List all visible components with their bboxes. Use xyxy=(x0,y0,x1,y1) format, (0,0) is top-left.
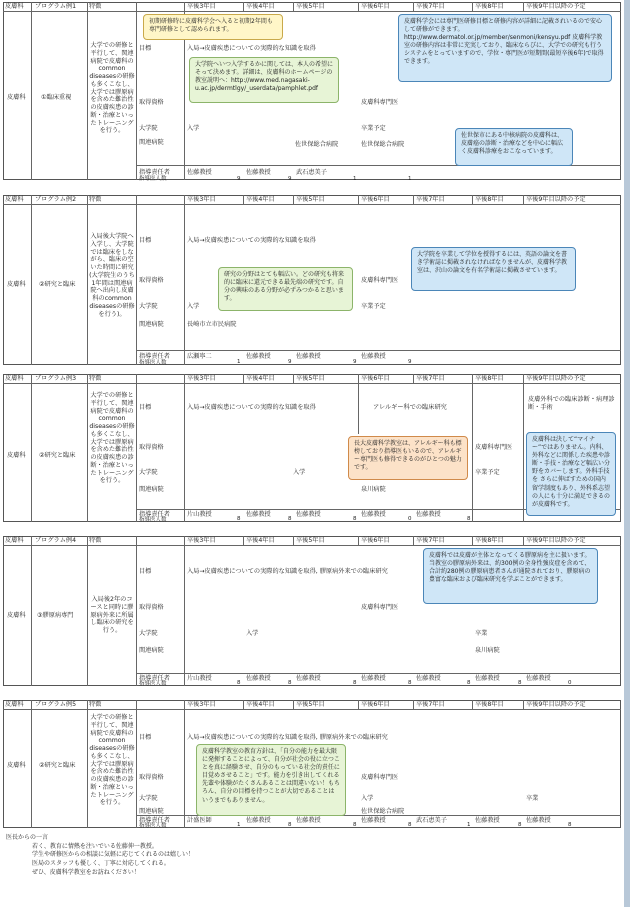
count-2: 8 xyxy=(288,680,292,686)
program-feature: 入局後2年のコースと同時に膠原病外来に所属し臨床の研究を行う。 xyxy=(90,596,134,634)
header-year8: 卒後8年目 xyxy=(475,375,504,382)
row-instr-a: 指導責任者 xyxy=(139,675,170,682)
header-dept: 皮膚科 xyxy=(5,196,24,203)
row-hosp: 関連病院 xyxy=(139,139,164,146)
footer-line: 医局のスタッフも優しく、丁寧に対応してくれる。 xyxy=(32,860,170,868)
footer-line: 若く、教育に情熱を注いでいる佐藤伸一教授。 xyxy=(32,842,158,850)
count-2: 9 xyxy=(288,359,292,365)
header-year6: 卒後6年目 xyxy=(361,3,390,10)
program-block-1 xyxy=(3,2,621,180)
row-instr-b: 指導医人数 xyxy=(139,517,167,523)
header-dept: 皮膚科 xyxy=(5,537,24,544)
row-instr-a: 指導責任者 xyxy=(139,353,170,360)
instructor-4: 佐藤教授 xyxy=(361,675,386,682)
grad-start: 入学 xyxy=(246,630,259,637)
hosp-text: 泉川病院 xyxy=(361,486,386,493)
note-bubble: 大学院へいつ入学するかに関しては、本人の希望にそって決めます。詳細は、皮膚科のホームページの教室説明へ：http://www.med.nagasaki-u.ac.jp/dermtlgy/_userdata/pamphlet.pdf xyxy=(189,57,339,103)
row-instr-a: 指導責任者 xyxy=(139,169,170,176)
footer-line: 学生や研修医からの相談に気軽に応じてくれるのは嬉しい！ xyxy=(32,851,195,859)
header-feature: 特徴 xyxy=(89,375,102,382)
qual-text: 皮膚科専門医 xyxy=(361,604,399,611)
program-title: プログラム例2 xyxy=(35,196,76,203)
count-3: 8 xyxy=(353,680,357,686)
dept-cell: 皮膚科 xyxy=(7,94,26,101)
note-bubble: 初期研修時に皮膚科学会へ入ると初期2年間も専門研修として認められます。 xyxy=(143,14,283,40)
header-year9: 卒後9年目以降の予定 xyxy=(526,375,586,382)
program-title: プログラム例5 xyxy=(35,701,76,708)
header-year7: 卒後7年目 xyxy=(416,196,445,203)
note-bubble: 皮膚科は決して“マイナー”ではありません。内科、外科などに関係した疾患や診断・手技・治療など幅広い分野をカバーします。外科手技を さらに伸ばすための国内留学制度もあり、外科系志望の人にも十分に満足できるのが皮膚科です。 xyxy=(526,432,616,516)
instructor-7: 佐藤教授 xyxy=(526,675,551,682)
row-goal: 目標 xyxy=(139,734,152,741)
row-instr-b: 指導医人数 xyxy=(139,823,167,829)
instructor-5: 武石恵美子 xyxy=(416,817,447,824)
instructor-3: 佐藤教授 xyxy=(296,353,321,360)
header-year5: 卒後5年目 xyxy=(296,701,325,708)
count-1: 8 xyxy=(237,680,241,686)
program-feature: 大学での研修と平行して、関連病院で皮膚科のcommon diseasesの研修も多くこなし、大学では膠原病を含めた難治性の皮膚疾患の診断・治療といったトレーニングを行う。 xyxy=(89,714,135,807)
footer-comment xyxy=(6,834,194,877)
program-name: ③膠原病専門 xyxy=(37,612,74,619)
header-year7: 卒後7年目 xyxy=(416,375,445,382)
header-year9: 卒後9年目以降の予定 xyxy=(526,701,586,708)
hosp-text: 長崎市立市民病院 xyxy=(187,321,237,328)
goal-text: 入局→皮膚疾患についての実際的な知識を取得 xyxy=(187,404,316,411)
row-goal: 目標 xyxy=(139,237,152,244)
header-feature: 特徴 xyxy=(89,537,102,544)
row-qual: 取得資格 xyxy=(139,444,164,451)
header-year4: 卒後4年目 xyxy=(246,196,275,203)
qual-text: 皮膚科専門医 xyxy=(475,444,513,451)
row-grad: 大学院 xyxy=(139,469,158,476)
count-7: 0 xyxy=(568,680,572,686)
program-block-3 xyxy=(3,374,621,522)
header-year4: 卒後4年目 xyxy=(246,375,275,382)
grad-start: 入学 xyxy=(293,469,306,476)
program-name: ①臨床重視 xyxy=(41,94,72,101)
header-year7: 卒後7年目 xyxy=(416,701,445,708)
row-hosp: 関連病院 xyxy=(139,321,164,328)
row-hosp: 関連病院 xyxy=(139,808,164,815)
dept-cell: 皮膚科 xyxy=(7,762,26,769)
program-feature: 大学での研修と平行して、関連病院で皮膚科のcommon diseasesの研修も多くこなし、大学では膠原病を含めた難治性の皮膚疾患の診断・治療といったトレーニングを行う。 xyxy=(89,42,135,135)
header-year5: 卒後5年目 xyxy=(296,3,325,10)
hosp-text: 佐世保総合病院 xyxy=(295,141,339,148)
header-year9: 卒後9年目以降の予定 xyxy=(526,3,586,10)
qual-text: 皮膚科専門医 xyxy=(361,277,399,284)
count-4: 1 xyxy=(408,176,412,182)
header-year3: 卒後3年目 xyxy=(187,537,216,544)
hosp-text: 佐世保総合病院 xyxy=(361,808,405,815)
header-year4: 卒後4年目 xyxy=(246,3,275,10)
header-year6: 卒後6年目 xyxy=(361,196,390,203)
row-instr-a: 指導責任者 xyxy=(139,817,170,824)
row-grad: 大学院 xyxy=(139,303,158,310)
note-bubble: 長大皮膚科学教室は、アレルギー科も標榜しており指導医もいるので、アレルギー専門医も修得できるのがひとつの魅力です。 xyxy=(348,436,468,480)
header-year9: 卒後9年目以降の予定 xyxy=(526,537,586,544)
header-feature: 特徴 xyxy=(89,196,102,203)
instructor-4: 佐藤教授 xyxy=(361,511,386,518)
note-bubble: 佐世保市にある中核病院の皮膚科は、皮膚癌の診断・治療などを中心に幅広く皮膚科診療をおこなっています。 xyxy=(455,128,573,166)
header-year5: 卒後5年目 xyxy=(296,196,325,203)
row-qual: 取得資格 xyxy=(139,604,164,611)
row-grad: 大学院 xyxy=(139,630,158,637)
header-year7: 卒後7年目 xyxy=(416,537,445,544)
row-instr-b: 指導医人数 xyxy=(139,681,167,687)
goal-text: 入局→皮膚疾患についての実際的な知識を取得, 膠原病外来での臨床研究 xyxy=(187,734,388,741)
instructor-2: 佐藤教授 xyxy=(246,169,271,176)
instructor-1: 計盛医師 xyxy=(187,817,212,824)
header-year4: 卒後4年目 xyxy=(246,701,275,708)
instructor-5: 佐藤教授 xyxy=(416,675,441,682)
goal-text-3: 皮膚外科での臨床診断・病理診断・手術 xyxy=(528,396,615,411)
count-5: 8 xyxy=(467,516,471,522)
row-grad: 大学院 xyxy=(139,125,158,132)
goal-text-2: アレルギー科での臨床研究 xyxy=(373,404,447,411)
program-block-4 xyxy=(3,536,621,686)
note-bubble: 研究の分野はとても幅広い。どの研究も将来的に臨床に還元できる最先端の研究です。自分の興味のある分野が必ずみつかると思います。 xyxy=(218,267,353,311)
count-3: 9 xyxy=(353,359,357,365)
grad-end: 卒業予定 xyxy=(361,303,386,310)
count-3: 8 xyxy=(353,822,357,828)
program-feature: 大学での研修と平行して、関連病院で皮膚科のcommon diseasesの研修も多くこなし、大学では膠原病を含めた難治性の皮膚疾患の診断・治療といったトレーニングを行う。 xyxy=(89,392,135,485)
hosp-text: 泉川病院 xyxy=(475,647,500,654)
row-hosp: 関連病院 xyxy=(139,486,164,493)
count-7: 8 xyxy=(568,822,572,828)
count-2: 8 xyxy=(288,822,292,828)
dept-cell: 皮膚科 xyxy=(7,612,26,619)
program-title: プログラム例3 xyxy=(35,375,76,382)
row-grad: 大学院 xyxy=(139,795,158,802)
instructor-3: 武石恵美子 xyxy=(296,169,327,176)
instructor-1: 片山教授 xyxy=(187,675,212,682)
row-hosp: 関連病院 xyxy=(139,647,164,654)
hosp-text-2: 佐世保総合病院 xyxy=(361,141,405,148)
dept-cell: 皮膚科 xyxy=(7,452,26,459)
count-5: 8 xyxy=(467,680,471,686)
count-4: 8 xyxy=(408,680,412,686)
header-dept: 皮膚科 xyxy=(5,3,24,10)
count-4: 8 xyxy=(408,822,412,828)
row-instr-b: 指導医人数 xyxy=(139,360,167,366)
header-feature: 特徴 xyxy=(89,701,102,708)
instructor-6: 佐藤教授 xyxy=(475,817,500,824)
header-feature: 特徴 xyxy=(89,3,102,10)
instructor-3: 佐藤教授 xyxy=(296,817,321,824)
grad-end: 卒業予定 xyxy=(475,469,500,476)
instructor-4: 佐藤教授 xyxy=(361,817,386,824)
row-goal: 目標 xyxy=(139,568,152,575)
count-6: 8 xyxy=(518,680,522,686)
instructor-3: 佐藤教授 xyxy=(296,511,321,518)
program-block-2 xyxy=(3,195,621,365)
instructor-7: 佐藤教授 xyxy=(526,817,551,824)
instructor-2: 佐藤教授 xyxy=(246,511,271,518)
goal-text: 入局→皮膚疾患についての実際的な知識を取得, 膠原病外来での臨床研究 xyxy=(187,568,388,575)
header-year6: 卒後6年目 xyxy=(361,701,390,708)
header-year8: 卒後8年目 xyxy=(475,701,504,708)
row-qual: 取得資格 xyxy=(139,277,164,284)
header-year6: 卒後6年目 xyxy=(361,375,390,382)
count-4: 0 xyxy=(408,516,412,522)
count-1: 9 xyxy=(237,176,241,182)
row-instr-b: 指導医人数 xyxy=(139,176,167,182)
note-bubble: 皮膚科では皮膚が主体となってくる膠原病を主に扱います。当教室の膠原病外来は、約300例の全身性強皮症を含めて、合計約280例の膠原病患者さんが通院されており、膠原病の豊富な臨床および臨床研究を学ぶことができます。 xyxy=(423,548,598,604)
instructor-1: 片山教授 xyxy=(187,511,212,518)
header-year9: 卒後9年目以降の予定 xyxy=(526,196,586,203)
qual-text: 皮膚科専門医 xyxy=(361,99,399,106)
instructor-3: 佐藤教授 xyxy=(296,675,321,682)
header-year3: 卒後3年目 xyxy=(187,701,216,708)
count-3: 8 xyxy=(353,516,357,522)
header-year3: 卒後3年目 xyxy=(187,375,216,382)
instructor-1: 佐藤教授 xyxy=(187,169,212,176)
note-bubble: 大学院を卒業して学位を授得するには、英語の論文を書き学術誌に掲載されなければなりませんが、皮膚科学教室は、沢山の論文を有名学術誌に掲載させています。 xyxy=(411,247,576,291)
instructor-5: 佐藤教授 xyxy=(416,511,441,518)
row-goal: 目標 xyxy=(139,45,152,52)
grad-start: 入学 xyxy=(187,125,200,132)
row-qual: 取得資格 xyxy=(139,774,164,781)
header-dept: 皮膚科 xyxy=(5,375,24,382)
row-instr-a: 指導責任者 xyxy=(139,511,170,518)
instructor-2: 佐藤教授 xyxy=(246,817,271,824)
count-1: 8 xyxy=(237,516,241,522)
note-bubble: 皮膚科学会には専門医研修目標と研修内容が詳細に記載されいるので安心して研修ができます。http://www.dermatol.or.jp/member/senmoni/kensyu.pdf 皮膚科学教室の研修内容は非常に充実しており、臨床ならびに、大学での研究も行うシステムをとっていますので、学位・専門医が短期間(最短卒後6年)で取得できます。 xyxy=(398,14,612,82)
count-1: 1 xyxy=(237,359,241,365)
program-name: ②研究と臨床 xyxy=(39,452,76,459)
grad-start: 入学 xyxy=(361,795,374,802)
instructor-1: 広瀬寧二 xyxy=(187,353,212,360)
instructor-2: 佐藤教授 xyxy=(246,353,271,360)
qual-text: 皮膚科専門医 xyxy=(361,774,399,781)
header-year5: 卒後5年目 xyxy=(296,375,325,382)
goal-text: 入局→皮膚疾患についての実際的な知識を取得 xyxy=(187,45,316,52)
footer-line: ぜひ、皮膚科学教室をお訪ねください！ xyxy=(32,868,140,876)
program-name: ②研究と臨床 xyxy=(39,762,76,769)
header-year8: 卒後8年目 xyxy=(475,537,504,544)
goal-text: 入局→皮膚疾患についての実際的な知識を取得 xyxy=(187,237,316,244)
header-year3: 卒後3年目 xyxy=(187,196,216,203)
grad-end: 卒業予定 xyxy=(361,125,386,132)
count-2: 9 xyxy=(288,176,292,182)
header-year3: 卒後3年目 xyxy=(187,3,216,10)
header-year6: 卒後6年目 xyxy=(361,537,390,544)
count-5: 1 xyxy=(467,822,471,828)
row-goal: 目標 xyxy=(139,404,152,411)
note-bubble: 皮膚科学教室の教育方針は、「自分の能力を最大限に発揮することによって、自分が社会の役に立つことを真に経験させ、自分のもっている社会的責任に目覚めさせること」です。能力を引き出してくれる先輩や体験がたくさんあることは間違いない！もちろん、自分の目標を持つことが大切であることはいうまでもありません。 xyxy=(196,744,346,816)
header-year4: 卒後4年目 xyxy=(246,537,275,544)
header-year8: 卒後8年目 xyxy=(475,3,504,10)
grad-start: 入学 xyxy=(187,303,200,310)
program-title: プログラム例1 xyxy=(35,3,76,10)
instructor-2: 佐藤教授 xyxy=(246,675,271,682)
header-year5: 卒後5年目 xyxy=(296,537,325,544)
grad-end: 卒業 xyxy=(475,630,488,637)
header-year7: 卒後7年目 xyxy=(416,3,445,10)
instructor-6: 佐藤教授 xyxy=(475,675,500,682)
header-year8: 卒後8年目 xyxy=(475,196,504,203)
header-dept: 皮膚科 xyxy=(5,701,24,708)
program-name: ②研究と臨床 xyxy=(39,281,76,288)
program-feature: 入局後大学院へ入学し、大学院では臨床をしながら、臨床の空いた時間に研究(大学院生のうち1年間は関連病院へ出向し皮膚科のcommon diseasesの研修を行う)。 xyxy=(89,233,135,318)
row-qual: 取得資格 xyxy=(139,99,164,106)
program-block-5 xyxy=(3,700,621,828)
grad-end: 卒業 xyxy=(526,795,539,802)
count-2: 8 xyxy=(288,516,292,522)
dept-cell: 皮膚科 xyxy=(7,281,26,288)
count-1: 1 xyxy=(237,822,241,828)
instructor-4: 佐藤教授 xyxy=(361,353,386,360)
count-4: 9 xyxy=(408,359,412,365)
program-title: プログラム例4 xyxy=(35,537,76,544)
footer-title: 医長からの一言 xyxy=(6,834,49,841)
count-3: 1 xyxy=(353,176,357,182)
count-6: 8 xyxy=(518,822,522,828)
